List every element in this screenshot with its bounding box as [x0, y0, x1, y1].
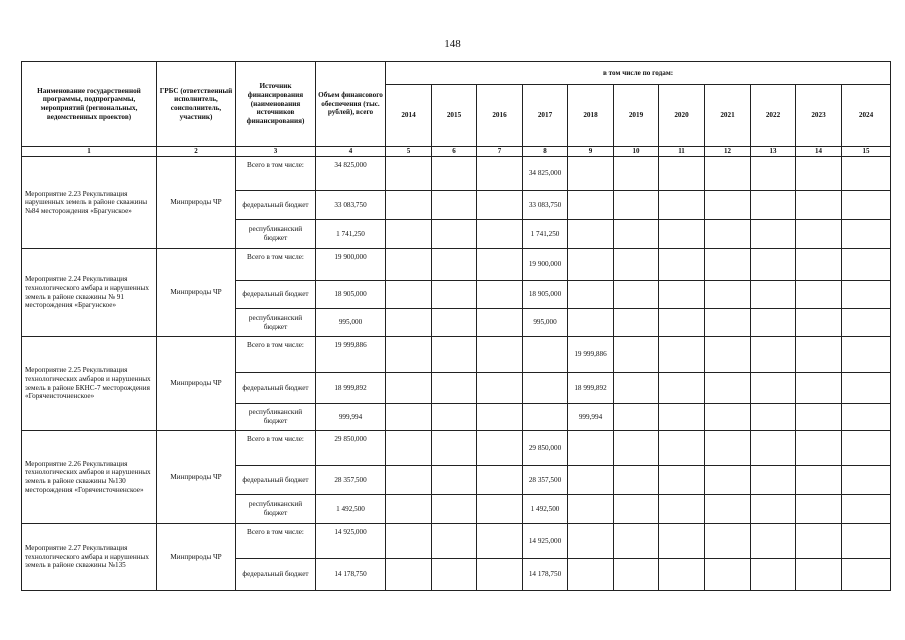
funding-total: 18 999,892 [316, 373, 386, 404]
empty-cell [751, 249, 796, 281]
empty-cell [705, 524, 751, 559]
funding-source: Всего в том числе: [236, 337, 316, 373]
funding-total: 18 905,000 [316, 281, 386, 309]
column-number: 11 [659, 147, 705, 157]
empty-cell [659, 309, 705, 337]
empty-cell [842, 249, 891, 281]
empty-cell [568, 431, 614, 466]
year-value: 18 999,892 [568, 373, 614, 404]
column-number: 4 [316, 147, 386, 157]
empty-cell [386, 157, 432, 191]
empty-cell [659, 431, 705, 466]
empty-cell [386, 191, 432, 220]
empty-cell [432, 337, 477, 373]
empty-cell [432, 524, 477, 559]
empty-cell [842, 157, 891, 191]
empty-cell [705, 431, 751, 466]
empty-cell [751, 373, 796, 404]
empty-cell [751, 466, 796, 495]
measure-name: Мероприятие 2.26 Рекультивация технологических амбаров и нарушенных земель в районе скважины №130 месторождения «Горячеисточненское» [22, 431, 157, 524]
funding-total: 34 825,000 [316, 157, 386, 191]
column-number: 12 [705, 147, 751, 157]
funding-source: федеральный бюджет [236, 281, 316, 309]
header-year: 2014 [386, 85, 432, 147]
empty-cell [751, 281, 796, 309]
header-name: Наименование государственной программы, подпрограммы, мероприятий (региональных, ведомственных проектов) [22, 62, 157, 147]
empty-cell [386, 495, 432, 524]
funding-source: федеральный бюджет [236, 373, 316, 404]
empty-cell [477, 373, 523, 404]
column-number: 10 [614, 147, 659, 157]
measure-grbs: Минприроды ЧР [157, 337, 236, 431]
empty-cell [614, 157, 659, 191]
empty-cell [386, 220, 432, 249]
funding-source: республиканский бюджет [236, 404, 316, 431]
column-number: 6 [432, 147, 477, 157]
empty-cell [705, 404, 751, 431]
year-value: 19 900,000 [523, 249, 568, 281]
empty-cell [842, 281, 891, 309]
table-row [22, 524, 891, 559]
empty-cell [432, 309, 477, 337]
table-row [22, 431, 891, 466]
table-row [22, 249, 891, 281]
empty-cell [705, 373, 751, 404]
empty-cell [751, 337, 796, 373]
empty-cell [705, 559, 751, 591]
empty-cell [432, 431, 477, 466]
header-year: 2015 [432, 85, 477, 147]
column-number: 9 [568, 147, 614, 157]
column-number: 3 [236, 147, 316, 157]
funding-total: 19 900,000 [316, 249, 386, 281]
empty-cell [705, 495, 751, 524]
empty-cell [568, 495, 614, 524]
empty-cell [751, 191, 796, 220]
funding-source: федеральный бюджет [236, 191, 316, 220]
empty-cell [659, 157, 705, 191]
column-number: 2 [157, 147, 236, 157]
empty-cell [705, 466, 751, 495]
funding-source: Всего в том числе: [236, 157, 316, 191]
empty-cell [842, 309, 891, 337]
empty-cell [796, 337, 842, 373]
empty-cell [386, 524, 432, 559]
financing-table [21, 61, 891, 591]
funding-total: 995,000 [316, 309, 386, 337]
empty-cell [796, 309, 842, 337]
year-value: 29 850,000 [523, 431, 568, 466]
empty-cell [386, 309, 432, 337]
empty-cell [705, 249, 751, 281]
empty-cell [614, 309, 659, 337]
empty-cell [614, 524, 659, 559]
empty-cell [523, 404, 568, 431]
empty-cell [568, 281, 614, 309]
empty-cell [568, 249, 614, 281]
table-row [22, 157, 891, 191]
empty-cell [751, 495, 796, 524]
empty-cell [386, 559, 432, 591]
empty-cell [751, 157, 796, 191]
empty-cell [432, 249, 477, 281]
empty-cell [842, 524, 891, 559]
column-number: 13 [751, 147, 796, 157]
empty-cell [477, 495, 523, 524]
empty-cell [842, 495, 891, 524]
empty-cell [796, 249, 842, 281]
empty-cell [796, 404, 842, 431]
empty-cell [614, 559, 659, 591]
column-number: 8 [523, 147, 568, 157]
header-year: 2023 [796, 85, 842, 147]
empty-cell [432, 157, 477, 191]
empty-cell [796, 524, 842, 559]
year-value: 1 492,500 [523, 495, 568, 524]
funding-source: федеральный бюджет [236, 559, 316, 591]
funding-total: 14 925,000 [316, 524, 386, 559]
empty-cell [796, 157, 842, 191]
measure-name: Мероприятие 2.27 Рекультивация технологического амбара и нарушенных земель в районе скважины №135 [22, 524, 157, 591]
empty-cell [568, 157, 614, 191]
page-number: 148 [444, 38, 461, 50]
measure-name: Мероприятие 2.23 Рекультивация нарушенных земель в районе скважины №84 месторождения «Брагунское» [22, 157, 157, 249]
empty-cell [659, 524, 705, 559]
empty-cell [659, 220, 705, 249]
empty-cell [568, 466, 614, 495]
year-value: 28 357,500 [523, 466, 568, 495]
funding-source: республиканский бюджет [236, 309, 316, 337]
column-number: 5 [386, 147, 432, 157]
funding-total: 14 178,750 [316, 559, 386, 591]
empty-cell [842, 220, 891, 249]
table-body [22, 157, 891, 591]
empty-cell [477, 249, 523, 281]
empty-cell [477, 337, 523, 373]
empty-cell [477, 191, 523, 220]
column-number: 14 [796, 147, 842, 157]
empty-cell [796, 281, 842, 309]
empty-cell [842, 431, 891, 466]
year-value: 999,994 [568, 404, 614, 431]
header-year: 2022 [751, 85, 796, 147]
empty-cell [523, 337, 568, 373]
funding-source: республиканский бюджет [236, 495, 316, 524]
empty-cell [705, 337, 751, 373]
funding-source: Всего в том числе: [236, 524, 316, 559]
empty-cell [386, 466, 432, 495]
measure-grbs: Минприроды ЧР [157, 431, 236, 524]
funding-total: 1 741,250 [316, 220, 386, 249]
empty-cell [614, 373, 659, 404]
measure-grbs: Минприроды ЧР [157, 524, 236, 591]
header-volume: Объем финансового обеспечения (тыс. рублей), всего [316, 62, 386, 147]
empty-cell [751, 524, 796, 559]
header-year: 2024 [842, 85, 891, 147]
funding-total: 999,994 [316, 404, 386, 431]
empty-cell [477, 431, 523, 466]
column-number: 15 [842, 147, 891, 157]
funding-source: Всего в том числе: [236, 249, 316, 281]
empty-cell [705, 281, 751, 309]
year-value: 1 741,250 [523, 220, 568, 249]
empty-cell [705, 220, 751, 249]
year-value: 18 905,000 [523, 281, 568, 309]
measure-name: Мероприятие 2.24 Рекультивация технологического амбара и нарушенных земель в районе скважины № 91 месторождения «Брагунское» [22, 249, 157, 337]
empty-cell [842, 559, 891, 591]
empty-cell [614, 191, 659, 220]
header-year: 2018 [568, 85, 614, 147]
empty-cell [659, 373, 705, 404]
empty-cell [477, 157, 523, 191]
table-header [22, 62, 891, 157]
empty-cell [386, 249, 432, 281]
empty-cell [796, 495, 842, 524]
measure-grbs: Минприроды ЧР [157, 249, 236, 337]
funding-source: Всего в том числе: [236, 431, 316, 466]
empty-cell [432, 404, 477, 431]
year-value: 33 083,750 [523, 191, 568, 220]
empty-cell [796, 191, 842, 220]
empty-cell [477, 220, 523, 249]
empty-cell [386, 281, 432, 309]
empty-cell [751, 559, 796, 591]
column-number: 1 [22, 147, 157, 157]
empty-cell [842, 404, 891, 431]
empty-cell [386, 404, 432, 431]
empty-cell [705, 309, 751, 337]
funding-total: 29 850,000 [316, 431, 386, 466]
funding-total: 1 492,500 [316, 495, 386, 524]
header-source: Источник финансирования (наименования источников финансирования) [236, 62, 316, 147]
year-value: 14 925,000 [523, 524, 568, 559]
empty-cell [659, 249, 705, 281]
empty-cell [705, 191, 751, 220]
empty-cell [477, 524, 523, 559]
empty-cell [614, 431, 659, 466]
empty-cell [432, 220, 477, 249]
empty-cell [432, 373, 477, 404]
empty-cell [796, 220, 842, 249]
measure-name: Мероприятие 2.25 Рекультивация технологических амбаров и нарушенных земель в районе БКНС-7 месторождения «Горячеисточненское» [22, 337, 157, 431]
empty-cell [386, 431, 432, 466]
empty-cell [705, 157, 751, 191]
header-year: 2016 [477, 85, 523, 147]
empty-cell [477, 466, 523, 495]
empty-cell [477, 281, 523, 309]
empty-cell [432, 559, 477, 591]
header-grbs: ГРБС (ответственный исполнитель, соисполнитель, участник) [157, 62, 236, 147]
empty-cell [659, 404, 705, 431]
empty-cell [751, 404, 796, 431]
empty-cell [568, 191, 614, 220]
header-by-years: в том числе по годам: [386, 62, 891, 85]
header-year: 2020 [659, 85, 705, 147]
empty-cell [432, 281, 477, 309]
year-value: 995,000 [523, 309, 568, 337]
empty-cell [659, 466, 705, 495]
empty-cell [386, 337, 432, 373]
year-value: 14 178,750 [523, 559, 568, 591]
column-number: 7 [477, 147, 523, 157]
empty-cell [614, 404, 659, 431]
empty-cell [614, 281, 659, 309]
empty-cell [432, 495, 477, 524]
funding-total: 33 083,750 [316, 191, 386, 220]
header-year: 2019 [614, 85, 659, 147]
empty-cell [568, 559, 614, 591]
measure-grbs: Минприроды ЧР [157, 157, 236, 249]
funding-total: 19 999,886 [316, 337, 386, 373]
empty-cell [523, 373, 568, 404]
empty-cell [614, 220, 659, 249]
empty-cell [842, 373, 891, 404]
empty-cell [568, 309, 614, 337]
empty-cell [659, 559, 705, 591]
empty-cell [432, 466, 477, 495]
empty-cell [796, 559, 842, 591]
empty-cell [614, 337, 659, 373]
table-row [22, 337, 891, 373]
empty-cell [751, 431, 796, 466]
year-value: 34 825,000 [523, 157, 568, 191]
empty-cell [614, 495, 659, 524]
header-year: 2021 [705, 85, 751, 147]
empty-cell [842, 191, 891, 220]
empty-cell [659, 495, 705, 524]
funding-source: федеральный бюджет [236, 466, 316, 495]
empty-cell [751, 220, 796, 249]
empty-cell [659, 191, 705, 220]
empty-cell [659, 281, 705, 309]
funding-source: республиканский бюджет [236, 220, 316, 249]
empty-cell [477, 559, 523, 591]
empty-cell [796, 431, 842, 466]
empty-cell [477, 404, 523, 431]
empty-cell [568, 524, 614, 559]
empty-cell [751, 309, 796, 337]
empty-cell [568, 220, 614, 249]
funding-total: 28 357,500 [316, 466, 386, 495]
empty-cell [659, 337, 705, 373]
empty-cell [614, 466, 659, 495]
empty-cell [842, 337, 891, 373]
empty-cell [386, 373, 432, 404]
empty-cell [842, 466, 891, 495]
empty-cell [477, 309, 523, 337]
empty-cell [432, 191, 477, 220]
header-year: 2017 [523, 85, 568, 147]
empty-cell [796, 373, 842, 404]
empty-cell [614, 249, 659, 281]
year-value: 19 999,886 [568, 337, 614, 373]
empty-cell [796, 466, 842, 495]
